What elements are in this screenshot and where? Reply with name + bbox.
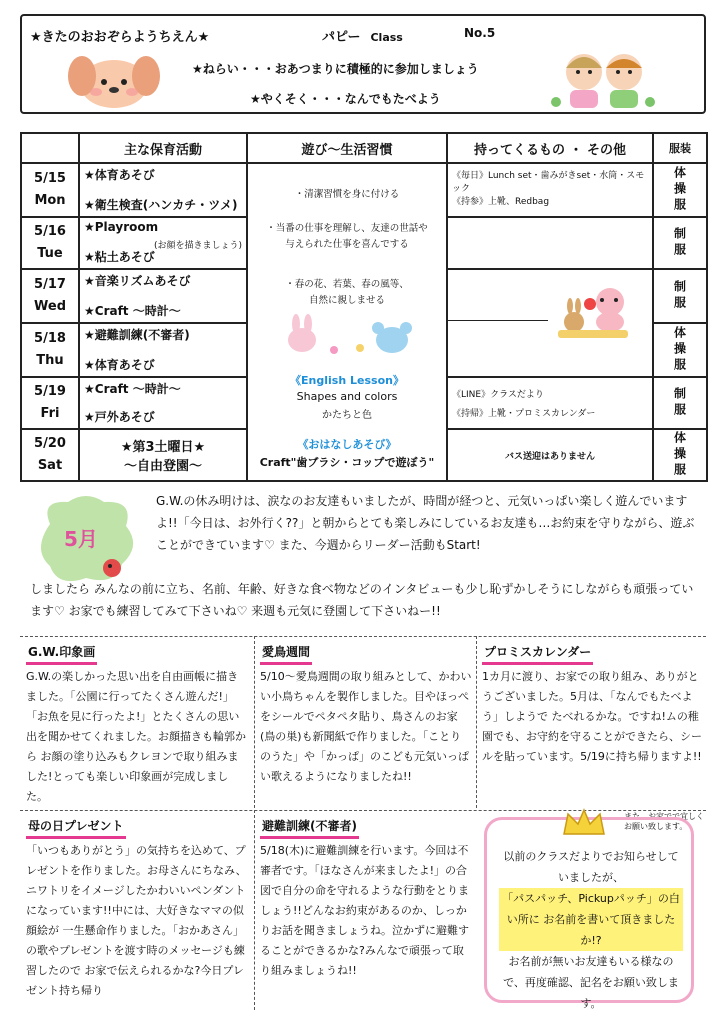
activity-cell <box>79 163 247 217</box>
date-cell <box>21 269 79 323</box>
class-name <box>322 26 403 45</box>
activity-cell <box>79 377 247 429</box>
divider <box>254 810 255 1010</box>
column-evacuation-drill <box>260 816 474 981</box>
clothing-cell: 制服 <box>653 377 707 429</box>
column-body: 1カ月に渡り、お家での取り組み、ありがとうございました。5月は、「なんでもたべよう」しようで たべれるかな。ですね!ムの稚園でも、お守約を守ることができたら、シールを貼っています。5/19に持ち帰りますよ!! <box>482 670 702 763</box>
weekly-promise: ★やくそく・・・なんでもたべよう <box>250 92 441 106</box>
children-illustration <box>548 44 658 112</box>
activity-note: (お顔を描きましょう) <box>153 241 242 251</box>
divider <box>20 636 706 637</box>
weekday: Thu <box>36 353 64 368</box>
column-body: G.W.の楽しかった思い出を自由画帳に描きました。「公園に行ってたくさん遊んだ!」「お魚を見に行ったよ!」とたくさんの思い出を聞かせてくれました。お顔描きも輪郭から お顔の塗り込みもクレヨンで取り組みました!とっても楽しい印象画が完成しました。 <box>26 670 246 803</box>
activity-1: ★体育あそび <box>84 168 155 182</box>
bus-notice: バス送迎はありません <box>504 451 595 462</box>
play-item-3a: ・春の花、若葉、春の風等、 <box>285 279 409 290</box>
weekday: Fri <box>40 406 60 421</box>
play-cell <box>247 163 447 481</box>
notice-box <box>484 817 694 1010</box>
weekday: Sat <box>37 458 63 473</box>
date-cell <box>21 377 79 429</box>
bring-line: 《LINE》クラスだより <box>452 390 544 400</box>
animals-illustration <box>274 314 424 360</box>
column-title: 愛鳥週間 <box>260 642 312 665</box>
play-item-2a: ・当番の仕事を理解し、友達の世話や <box>266 223 428 234</box>
divider <box>254 636 255 808</box>
issue-number: No.5 <box>464 26 496 40</box>
table-row <box>21 163 707 217</box>
activity-1: ★第3土曜日★ <box>120 440 206 455</box>
activity-1: ★音楽リズムあそび <box>84 274 191 288</box>
message-paragraph-1: G.W.の休み明けは、涙なのお友達もいましたが、時間が経つと、元気いっぱい楽しく遊んでいますよ!!「今日は、お外行く??」と朝からとても楽しみにしているお友達も…お約束を守りながら、遊ぶことができています♡ また、今週からリーダー活動もStart! <box>156 494 695 552</box>
clothing-cell: 制服 <box>653 269 707 323</box>
bring-cell <box>447 377 653 429</box>
bring-cell <box>447 217 653 269</box>
date: 5/17 <box>34 277 66 292</box>
activity-1: ★避難訓練(不審者) <box>84 328 190 342</box>
school-name: ★きたのおおぞらようちえん★ <box>30 30 210 45</box>
weekly-schedule-table <box>20 132 708 482</box>
clothing-cell: 体操服 <box>653 163 707 217</box>
puppy-illustration <box>66 52 162 110</box>
story-play-title: 《おはなしあそび》 <box>297 438 397 451</box>
column-body: 「いつもありがとう」の気持ちを込めて、プレゼントを作りました。お母さんにちなみ、ニワトリをイメージしたかわいいペンダントになっています!!中には、大好きなママの似顔絵が 一生懸命作りました。「おかあさん」の歌やプレゼントを渡す時のメッセージも練習したので お家で伝えられるかな?今日プレゼント持ち帰り <box>26 844 247 997</box>
column-title: 母の日プレゼント <box>26 816 126 839</box>
english-lesson-topic: Shapes and colors <box>296 390 398 403</box>
activity-1: ★Playroom <box>84 220 159 234</box>
column-bird-week <box>260 642 472 787</box>
notice-text-1: 以前のクラスだよりでお知らせしていましたが、 <box>503 850 679 884</box>
play-header: 遊び～生活習慣 <box>247 133 447 163</box>
activity-2: ★粘土あそび <box>84 250 155 264</box>
story-play-body: Craft"歯ブラシ・コップで遊ぼう" <box>259 456 435 469</box>
date-cell <box>21 163 79 217</box>
activity-2: ★衛生検査(ハンカチ・ツメ) <box>84 198 238 212</box>
activity-2: ～自由登園～ <box>123 459 202 474</box>
weekday: Wed <box>34 299 66 314</box>
column-body: 5/10～愛鳥週間の取り組みとして、かわいい小鳥ちゃんを製作しました。目やほっぺをシールでペタペタ貼り、鳥さんのお家(鳥の巣)も新聞紙で作りました。「ことりのうた」や「かっぱ」のこども元気いっぱい歌えるようになりましたね!! <box>260 670 472 783</box>
notice-highlight: 「パスパッチ、Pickupパッチ」の白い所に お名前を書いて頂きましたか!? <box>499 888 683 951</box>
weekday: Mon <box>34 193 66 208</box>
pig-bunny-illustration <box>552 284 638 340</box>
date: 5/15 <box>34 171 66 186</box>
activity-cell <box>79 323 247 377</box>
column-body: 5/18(木)に避難訓練を行います。今回は不審者です。「ほなさんが来ましたよ!」の合図で自分の命を守れるような行動をとりましょう!!どんなお約束があるのか、しっかりお話を聞きましょうね。泣かずに避難することができるかな?みんなで頑張って取り組みましょうね!! <box>260 844 469 977</box>
column-title: 避難訓練(不審者) <box>260 816 359 839</box>
class-title: パピー <box>322 30 361 45</box>
date: 5/19 <box>34 384 66 399</box>
message-paragraph-2: しましたら みんなの前に立ち、名前、年齢、好きな食べ物などのインタビューも少し恥ずかしそうにしながらも頑張っています♡ お家でも練習してみて下さいね♡ 来週も元気に登園して下さいねー!! <box>30 582 694 618</box>
weekly-aim: ★ねらい・・・おあつまりに積極的に参加しましょう <box>192 62 479 76</box>
activity-2: ★戸外あそび <box>84 410 155 424</box>
date-cell <box>21 323 79 377</box>
teacher-message <box>20 490 706 650</box>
weekday: Tue <box>37 246 63 261</box>
date: 5/16 <box>34 224 66 239</box>
activity-cell <box>79 269 247 323</box>
date: 5/18 <box>34 331 66 346</box>
activity-cell <box>79 217 247 269</box>
column-title: G.W.印象画 <box>26 642 97 665</box>
bring-return: 《持帰》上靴・プロミスカレンダー <box>452 409 596 419</box>
bring-cell <box>447 269 653 377</box>
bring-cell <box>447 163 653 217</box>
header-box <box>20 14 706 114</box>
month-label: 5月 <box>64 527 98 551</box>
table-header-row <box>21 133 707 163</box>
play-item-3b: 自然に親しませる <box>308 295 385 306</box>
clothing-cell: 制服 <box>653 217 707 269</box>
play-item-2b: 与えられた仕事を喜んでする <box>285 239 409 250</box>
divider <box>476 636 477 808</box>
divider <box>448 320 548 321</box>
activity-1: ★Craft ～時計～ <box>84 382 181 396</box>
date-cell <box>21 429 79 481</box>
bring-header: 持ってくるもの ・ その他 <box>447 133 653 163</box>
column-title: プロミスカレンダー <box>482 642 593 665</box>
date-cell <box>21 217 79 269</box>
bring-daily: 《毎日》Lunch set・歯みがきset・水筒・スモック <box>452 171 645 194</box>
column-mothers-day <box>26 816 248 1001</box>
clothing-header: 服装 <box>653 133 707 163</box>
column-gw-drawing <box>26 642 248 807</box>
activity-2: ★Craft ～時計～ <box>84 304 181 318</box>
play-item-1: ・清潔習慣を身に付ける <box>294 189 400 200</box>
class-label: Class <box>370 31 403 44</box>
notice-text-2: お名前が無いお友達もいる様なので、再度確認、記名をお願い致します。 <box>503 955 679 1010</box>
activity-cell <box>79 429 247 481</box>
clothing-cell: 体操服 <box>653 323 707 377</box>
date: 5/20 <box>34 436 66 451</box>
clothing-cell: 体操服 <box>653 429 707 481</box>
activity-2: ★体育あそび <box>84 358 155 372</box>
crown-icon <box>560 808 608 838</box>
bus-notice-cell <box>447 429 653 481</box>
newsletter-page <box>20 14 706 1010</box>
date-header <box>21 133 79 163</box>
column-promise-calendar <box>482 642 702 767</box>
english-lesson-topic-jp: かたちと色 <box>322 410 372 421</box>
side-note: また、お家でで宜しくお願い致します。 <box>624 812 704 831</box>
english-lesson-title: 《English Lesson》 <box>290 374 404 387</box>
bring-carry: 《持参》上靴、Redbag <box>452 197 550 207</box>
activity-header: 主な保育活動 <box>79 133 247 163</box>
